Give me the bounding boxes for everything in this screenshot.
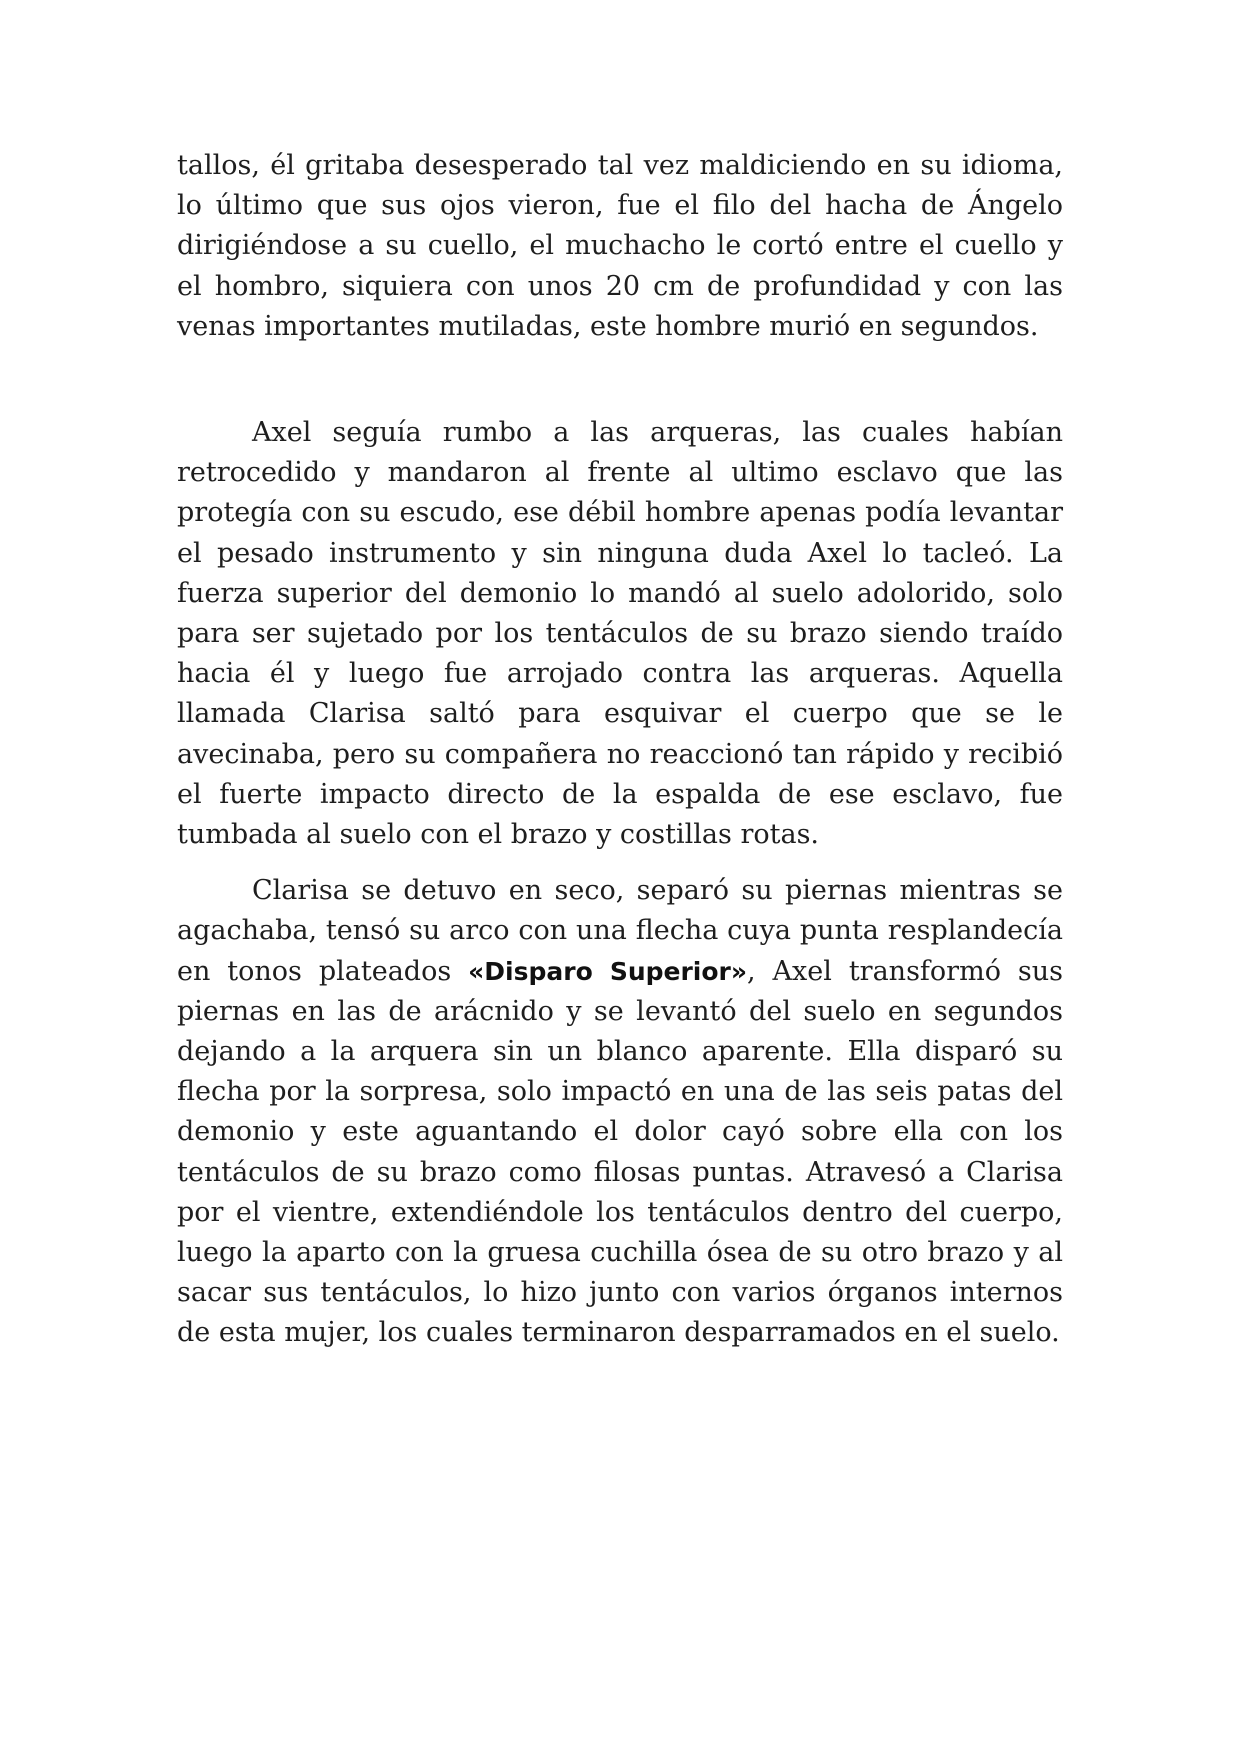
paragraph-3-text-end: , Axel transformó sus piernas en las de arácnido y se levantó del suelo en segundos dejando a la arquera sin un blanco aparente. Ella disparó su flecha por la sorpresa, solo impactó en una de las seis patas del demonio y este aguantando el dolor cayó sobre ella con los tentáculos de su brazo como filosas puntas. Atravesó a Clarisa por el vientre, extendiéndole los tentáculos dentro del cuerpo, luego la aparto con la gruesa cuchilla ósea de su otro brazo y al sacar sus tentáculos, lo hizo junto con varios órganos internos de esta mujer, los cuales terminaron desparramados en el suelo. bbox=[177, 955, 1063, 1349]
text-column bbox=[177, 146, 1063, 1354]
paragraph-3-text-start: Clarisa se detuvo en seco, separó su piernas mientras se agachaba, tensó su arco con una flecha cuya punta resplandecía en tonos plateados bbox=[177, 875, 1063, 987]
paragraph-2: Axel seguía rumbo a las arqueras, las cuales habían retrocedido y mandaron al frente al ultimo esclavo que las protegía con su escudo, ese débil hombre apenas podía levantar el pesado instrumento y sin ninguna duda Axel lo tacleó. La fuerza superior del demonio lo mandó al suelo adolorido, solo para ser sujetado por los tentáculos de su brazo siendo traído hacia él y luego fue arrojado contra las arqueras. Aquella llamada Clarisa saltó para esquivar el cuerpo que se le avecinaba, pero su compañera no reaccionó tan rápido y recibió el fuerte impacto directo de la espalda de ese esclavo, fue tumbada al suelo con el brazo y costillas rotas. bbox=[177, 417, 1063, 851]
skill-name: «Disparo Superior» bbox=[468, 956, 748, 986]
paragraph-gap bbox=[177, 347, 1063, 413]
paragraph-1: tallos, él gritaba desesperado tal vez maldiciendo en su idioma, lo último que sus ojos vieron, fue el filo del hacha de Ángelo dirigiéndose a su cuello, el muchacho le cortó entre el cuello y el hombro, siquiera con unos 20 cm de profundidad y con las venas importantes mutiladas, este hombre murió en segundos. bbox=[177, 150, 1063, 342]
paragraph-3 bbox=[177, 871, 1063, 1353]
